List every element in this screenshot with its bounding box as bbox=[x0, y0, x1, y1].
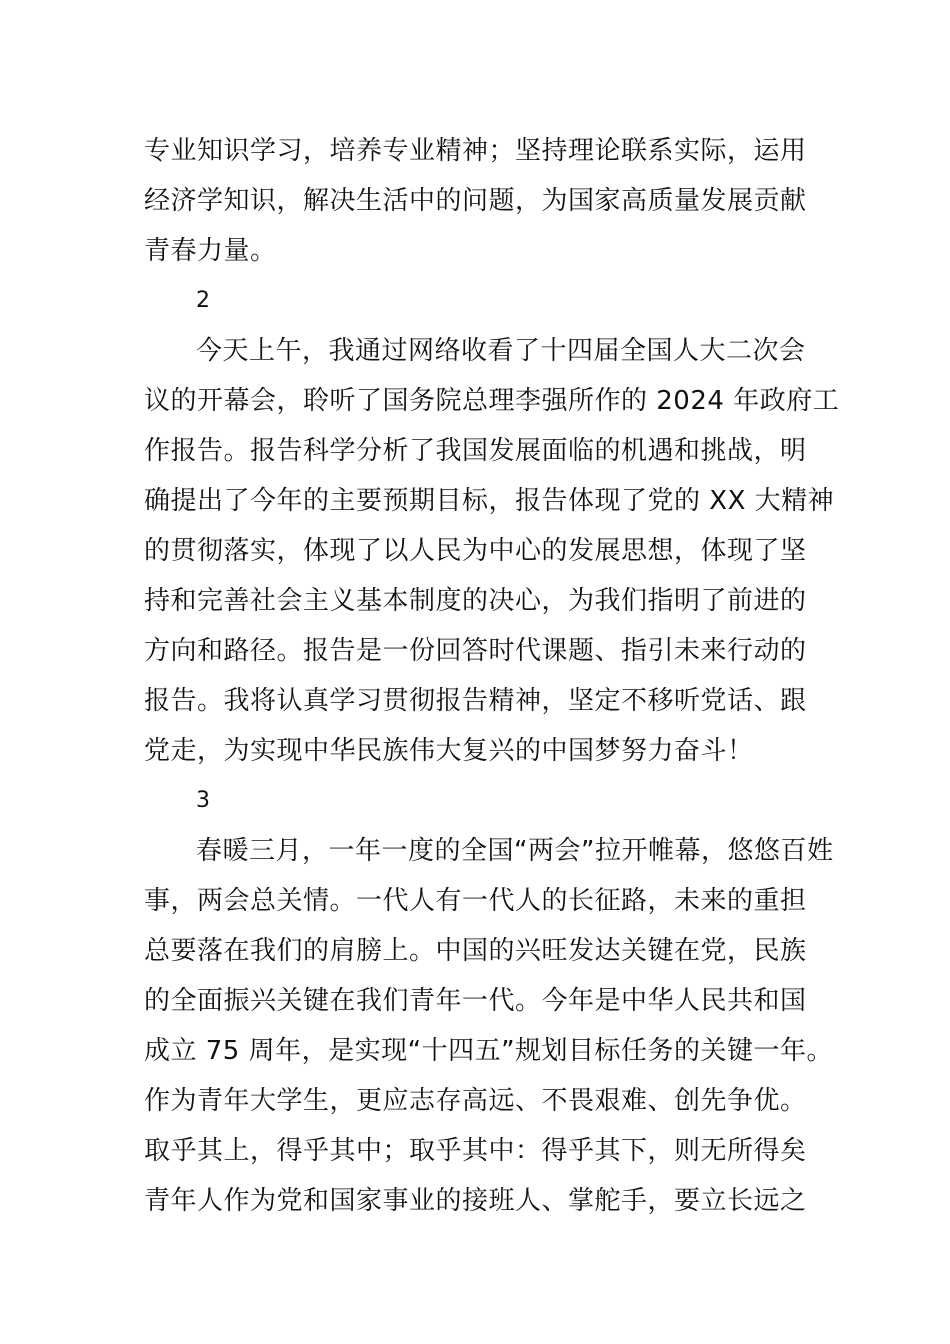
text-line: 取乎其上，得乎其中；取乎其中：得乎其下，则无所得矣 bbox=[144, 1136, 807, 1166]
paragraph-first-line: 春暖三月，一年一度的全国“两会”拉开帷幕，悠悠百姓 bbox=[196, 836, 834, 866]
text-line: 的全面振兴关键在我们青年一代。今年是中华人民共和国 bbox=[144, 986, 807, 1016]
text-line: 总要落在我们的肩膀上。中国的兴旺发达关键在党，民族 bbox=[144, 936, 807, 966]
text-line: 经济学知识，解决生活中的问题，为国家高质量发展贡献 bbox=[144, 186, 807, 216]
text-line: 青春力量。 bbox=[144, 236, 277, 266]
text-line: 议的开幕会，聆听了国务院总理李强所作的 2024 年政府工 bbox=[144, 386, 840, 416]
text-line: 作报告。报告科学分析了我国发展面临的机遇和挑战，明 bbox=[144, 436, 807, 466]
text-line: 作为青年大学生，更应志存高远、不畏艰难、创先争优。 bbox=[144, 1086, 807, 1116]
section-number: 2 bbox=[196, 288, 211, 313]
text-line: 持和完善社会主义基本制度的决心，为我们指明了前进的 bbox=[144, 586, 807, 616]
paragraph-first-line: 今天上午，我通过网络收看了十四届全国人大二次会 bbox=[196, 336, 806, 366]
text-line: 专业知识学习，培养专业精神；坚持理论联系实际，运用 bbox=[144, 136, 807, 166]
text-line: 事，两会总关情。一代人有一代人的长征路，未来的重担 bbox=[144, 886, 807, 916]
text-line: 青年人作为党和国家事业的接班人、掌舵手，要立长远之 bbox=[144, 1186, 807, 1216]
section-number: 3 bbox=[196, 788, 211, 813]
text-line: 党走，为实现中华民族伟大复兴的中国梦努力奋斗！ bbox=[144, 736, 754, 766]
text-line: 成立 75 周年，是实现“十四五”规划目标任务的关键一年。 bbox=[144, 1036, 834, 1066]
text-line: 确提出了今年的主要预期目标，报告体现了党的 XX 大精神 bbox=[144, 486, 835, 516]
text-line: 报告。我将认真学习贯彻报告精神，坚定不移听党话、跟 bbox=[144, 686, 807, 716]
text-line: 方向和路径。报告是一份回答时代课题、指引未来行动的 bbox=[144, 636, 807, 666]
text-line: 的贯彻落实，体现了以人民为中心的发展思想，体现了坚 bbox=[144, 536, 807, 566]
